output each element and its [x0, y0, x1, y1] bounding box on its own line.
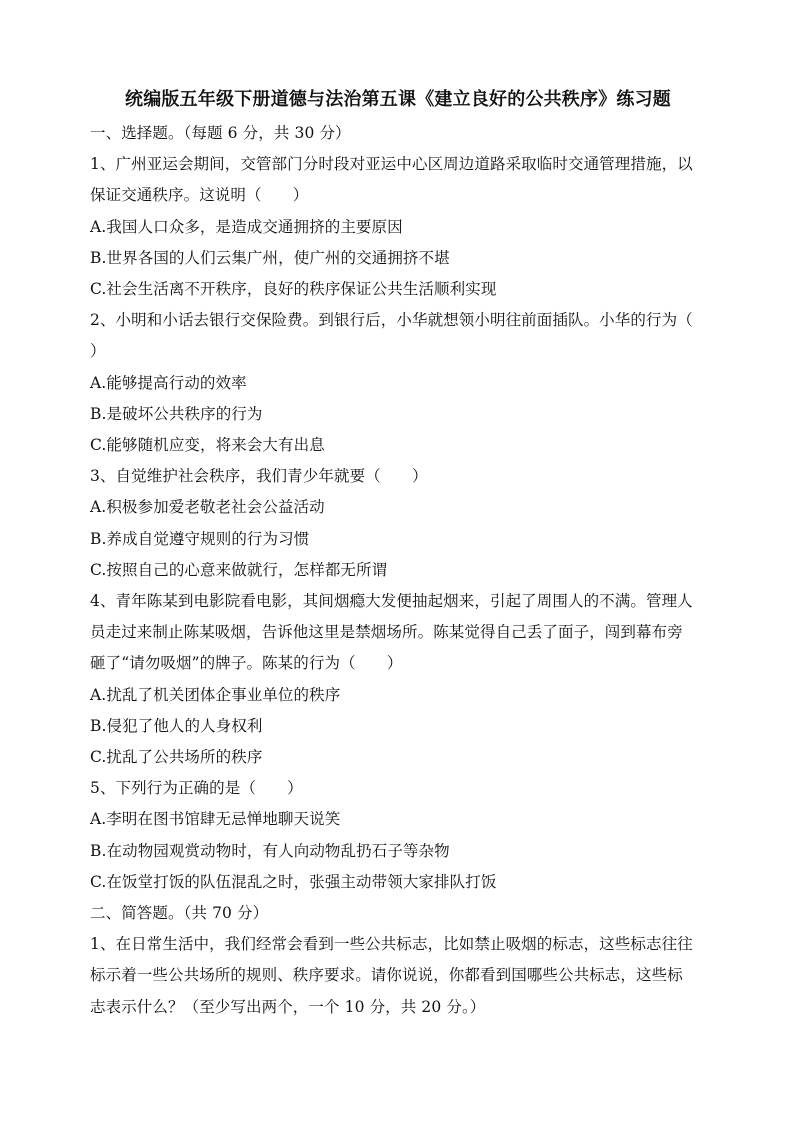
- question-text: 志表示什么？（至少写出两个，一个 10 分，共 20 分。）: [90, 997, 486, 1016]
- question-text: 3、自觉维护社会秩序，我们青少年就要（ ）: [90, 467, 428, 486]
- question-2: [90, 305, 706, 461]
- question-text: 1、广州亚运会期间，交管部门分时段对亚运中心区周边道路采取临时交通管理措施，以: [90, 155, 693, 174]
- question-text: 1、在日常生活中，我们经常会看到一些公共标志，比如禁止吸烟的标志，这些标志往往: [90, 935, 693, 954]
- option-a: A.扰乱了机关团体企事业单位的秩序: [90, 685, 341, 704]
- option-a: A.能够提高行动的效率: [90, 373, 247, 392]
- option-b: B.是破坏公共秩序的行为: [90, 404, 263, 423]
- option-b: B.养成自觉遵守规则的行为习惯: [90, 529, 310, 548]
- option-c: C.扰乱了公共场所的秩序: [90, 748, 263, 767]
- question-text: 4、青年陈某到电影院看电影，其间烟瘾大发便抽起烟来，引起了周围人的不满。管理人: [90, 592, 693, 611]
- option-c: C.按照自己的心意来做就行，怎样都无所谓: [90, 560, 388, 579]
- section-heading: 二、简答题。（共 70 分）: [90, 904, 269, 923]
- question-text: 员走过来制止陈某吸烟，告诉他这里是禁烟场所。陈某觉得自己丢了面子，闯到幕布旁: [90, 623, 683, 642]
- question-1: [90, 149, 706, 305]
- section-short-answer: [90, 898, 706, 1023]
- option-c: C.社会生活离不开秩序，良好的秩序保证公共生活顺利实现: [90, 280, 497, 299]
- question-text: 保证交通秩序。这说明（ ）: [90, 186, 309, 205]
- option-b: B.在动物园观赏动物时，有人向动物乱扔石子等杂物: [90, 841, 450, 860]
- question-text: 砸了“请勿吸烟”的牌子。陈某的行为（ ）: [90, 654, 403, 673]
- option-b: B.世界各国的人们云集广州，使广州的交通拥挤不堪: [90, 248, 450, 267]
- section-heading: 一、选择题。（每题 6 分，共 30 分）: [90, 124, 351, 142]
- question-4: [90, 586, 706, 773]
- question-text: 5、下列行为正确的是（ ）: [90, 779, 303, 798]
- question-6: [90, 929, 706, 1023]
- question-3: [90, 461, 706, 586]
- option-c: C.在饭堂打饭的队伍混乱之时，张强主动带领大家排队打饭: [90, 872, 497, 891]
- question-text: 标示着一些公共场所的规则、秩序要求。请你说说，你都看到国哪些公共标志，这些标: [90, 966, 683, 985]
- question-text: ）: [90, 342, 106, 361]
- option-a: A.李明在图书馆肆无忌惮地聊天说笑: [90, 810, 341, 829]
- option-a: A.我国人口众多，是造成交通拥挤的主要原因: [90, 217, 403, 236]
- option-c: C.能够随机应变，将来会大有出息: [90, 436, 325, 455]
- option-a: A.积极参加爱老敬老社会公益活动: [90, 498, 325, 517]
- question-5: [90, 773, 706, 898]
- section-choice: [90, 118, 706, 898]
- document-title: 统编版五年级下册道德与法治第五课《建立良好的公共秩序》练习题: [125, 89, 671, 110]
- question-text: 2、小明和小话去银行交保险费。到银行后，小华就想领小明往前面插队。小华的行为（: [90, 311, 693, 330]
- option-b: B.侵犯了他人的人身权利: [90, 716, 263, 735]
